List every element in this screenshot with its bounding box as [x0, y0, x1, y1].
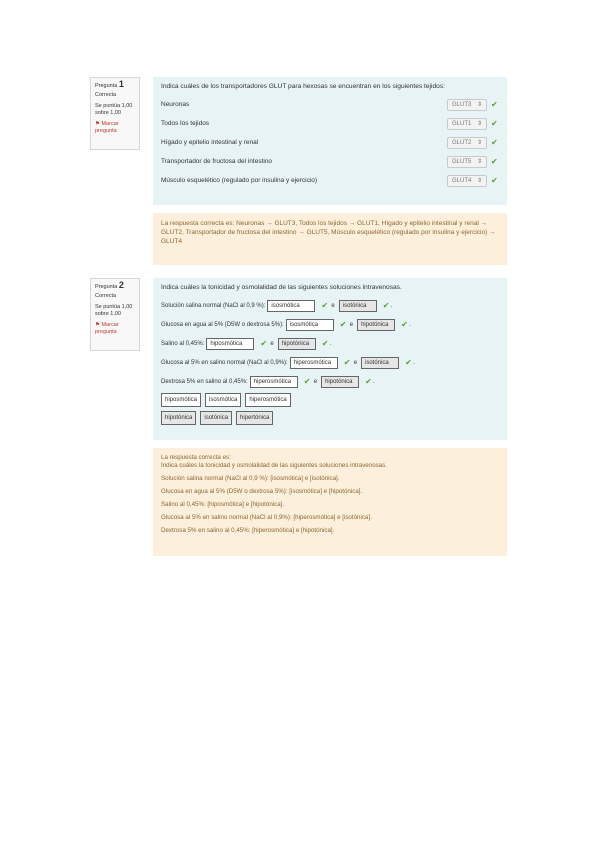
- answer-select[interactable]: [447, 118, 487, 130]
- match-row: [161, 133, 499, 152]
- correct-check-icon: ✔: [343, 357, 351, 367]
- correct-answer-line: Dextrosa 5% en salino al 0,45%: [hiperosmótica] e [hipotónica].: [161, 527, 335, 534]
- drop-sentence: [161, 296, 499, 315]
- sentence-joiner: e: [313, 378, 318, 385]
- sentence-prefix: Salino al 0,45%:: [161, 340, 205, 347]
- drop-zone-osmolality[interactable]: hiposmótica: [206, 338, 254, 350]
- question-text: Indica cuáles de los transportadores GLUT para hexosas se encuentran en los siguientes tejidos:: [161, 83, 445, 90]
- correct-check-icon: ✔: [260, 338, 268, 348]
- sentence-end: .: [413, 359, 415, 366]
- sentence-joiner: e: [349, 321, 354, 328]
- select-arrows-icon: ⇕: [476, 102, 482, 108]
- drop-zone-osmolality[interactable]: hiperosmótica: [290, 357, 338, 369]
- flag-icon: ⚑: [95, 322, 100, 328]
- question-info-1: [90, 77, 140, 150]
- drop-zone-tonicity[interactable]: isotónica: [339, 300, 377, 312]
- question-2-content: [153, 278, 507, 440]
- select-arrows-icon: ⇕: [476, 159, 482, 165]
- match-row-label: Neuronas: [161, 101, 190, 108]
- question-text: Indica cuáles la tonicidad y osmolalidad de las siguientes soluciones intravenosas.: [161, 284, 402, 291]
- question-2-feedback: [153, 448, 507, 556]
- match-row: [161, 95, 499, 114]
- correct-check-icon: ✔: [382, 300, 390, 310]
- sentence-end: .: [390, 302, 393, 309]
- drop-sentence: [161, 334, 499, 353]
- correct-check-icon: ✔: [303, 376, 311, 386]
- correct-check-icon: ✔: [401, 319, 408, 329]
- select-arrows-icon: ⇕: [476, 178, 482, 184]
- drag-options-tonicity: [161, 411, 499, 425]
- question-1-content: [153, 77, 507, 205]
- answer-select[interactable]: [447, 156, 487, 168]
- correct-answer-text: La respuesta correcta es: Neuronas → GLUT3, Todos los tejidos → GLUT1, Hígado y epitelio intestinal y renal → GLUT2, Transportador de fructosa del intestino → GLUT5, Músculo esquelético (regulado por insulina y ejercicio) → GLUT4: [161, 220, 496, 245]
- correct-answer-title: La respuesta correcta es:: [161, 454, 231, 461]
- drag-option[interactable]: hipertónica: [236, 411, 273, 425]
- drop-zone-tonicity[interactable]: isotónica: [361, 357, 399, 369]
- drop-zone-osmolality[interactable]: isosmótica: [267, 300, 315, 312]
- question-number-value: 2: [118, 280, 124, 290]
- correct-check-icon: ✔: [339, 319, 347, 329]
- select-value: GLUT2: [452, 139, 472, 146]
- drag-option[interactable]: isosmótica: [205, 393, 241, 407]
- drag-option[interactable]: hiperosmótica: [245, 393, 290, 407]
- select-arrows-icon: ⇕: [476, 121, 482, 127]
- question-info-2: [90, 278, 140, 351]
- correct-check-icon: ✔: [491, 157, 498, 166]
- drop-zone-tonicity[interactable]: hipotónica: [357, 319, 395, 331]
- correct-check-icon: ✔: [491, 100, 498, 109]
- match-row: [161, 114, 499, 133]
- answer-select[interactable]: [447, 137, 487, 149]
- drop-zone-osmolality[interactable]: isosmótica: [286, 319, 334, 331]
- correct-answer-line: Glucosa en agua al 5% (D5W o dextrosa 5%): [isosmótica] e [hipotónica].: [161, 488, 363, 495]
- flag-question-link[interactable]: [95, 121, 135, 135]
- drop-zone-tonicity[interactable]: hipotónica: [321, 376, 359, 388]
- flag-question-link[interactable]: [95, 322, 135, 336]
- sentence-joiner: e: [353, 359, 358, 366]
- drop-zone-tonicity[interactable]: hipotónica: [278, 338, 316, 350]
- correct-check-icon: ✔: [491, 176, 498, 185]
- question-grade: Se puntúa 1,00 sobre 1,00: [95, 304, 133, 317]
- sentence-prefix: Glucosa en agua al 5% (D5W o dextrosa 5%):: [161, 321, 284, 328]
- correct-check-icon: ✔: [405, 357, 412, 367]
- flag-icon: ⚑: [95, 121, 100, 127]
- match-row-label: Transportador de fructosa del intestino: [161, 158, 273, 165]
- sentence-joiner: e: [331, 302, 335, 309]
- correct-answer-line: Glucosa al 5% en salino normal (NaCl al 0,9%): [hiperosmótica] e [isotónica].: [161, 514, 372, 521]
- drop-zone-osmolality[interactable]: hiperosmótica: [250, 376, 298, 388]
- match-row: [161, 152, 499, 171]
- drop-sentence: [161, 315, 499, 334]
- sentence-prefix: Solución salina normal (NaCl al 0,9 %):: [161, 302, 266, 309]
- correct-check-icon: ✔: [365, 376, 372, 386]
- sentence-prefix: Glucosa al 5% en salino normal (NaCl al 0,9%):: [161, 359, 288, 366]
- match-row: [161, 171, 499, 190]
- question-1-feedback: [153, 213, 507, 265]
- match-row-label: Todos los tejidos: [161, 120, 210, 127]
- drag-option[interactable]: hipotónica: [161, 411, 196, 425]
- flag-label: Marcar pregunta: [95, 121, 119, 134]
- sentence-end: .: [373, 378, 375, 385]
- drop-sentence: [161, 372, 499, 391]
- drag-options-osmolality: [161, 393, 499, 407]
- correct-answer-question: Indica cuáles la tonicidad y osmolalidad de las siguientes soluciones intravenosas.: [161, 462, 387, 469]
- drop-sentence: [161, 353, 499, 372]
- question-number: [95, 282, 135, 291]
- select-value: GLUT1: [452, 120, 472, 127]
- select-arrows-icon: ⇕: [476, 140, 482, 146]
- select-value: GLUT3: [452, 101, 472, 108]
- question-state: Correcta: [95, 293, 117, 299]
- drag-option[interactable]: hiposmótica: [161, 393, 201, 407]
- select-value: GLUT5: [452, 158, 472, 165]
- flag-label: Marcar pregunta: [95, 322, 119, 335]
- sentence-prefix: Dextrosa 5% en salino al 0,45%:: [161, 378, 248, 385]
- answer-select[interactable]: [447, 175, 487, 187]
- sentence-end: .: [409, 321, 411, 328]
- question-number: [95, 81, 135, 90]
- match-row-label: Hígado y epitelio intestinal y renal: [161, 139, 259, 146]
- correct-check-icon: ✔: [491, 119, 498, 128]
- correct-answer-line: Salino al 0,45%: [hiposmótica] e [hipotónica].: [161, 501, 285, 508]
- match-row-label: Músculo esquelético (regulado por insulina y ejercicio): [161, 177, 318, 184]
- sentence-end: .: [329, 340, 332, 347]
- sentence-joiner: e: [270, 340, 274, 347]
- correct-check-icon: ✔: [491, 138, 498, 147]
- correct-check-icon: ✔: [321, 338, 329, 348]
- question-prefix: Pregunta: [95, 284, 118, 290]
- correct-answer-line: Solución salina normal (NaCl al 0,9 %): [isosmótica] e [isotónica].: [161, 475, 340, 482]
- question-state: Correcta: [95, 92, 117, 98]
- answer-select[interactable]: [447, 99, 487, 111]
- select-value: GLUT4: [452, 177, 472, 184]
- correct-check-icon: ✔: [321, 300, 329, 310]
- drag-option[interactable]: isotónica: [200, 411, 232, 425]
- question-number-value: 1: [118, 79, 124, 89]
- question-grade: Se puntúa 1,00 sobre 1,00: [95, 103, 133, 116]
- question-prefix: Pregunta: [95, 83, 118, 89]
